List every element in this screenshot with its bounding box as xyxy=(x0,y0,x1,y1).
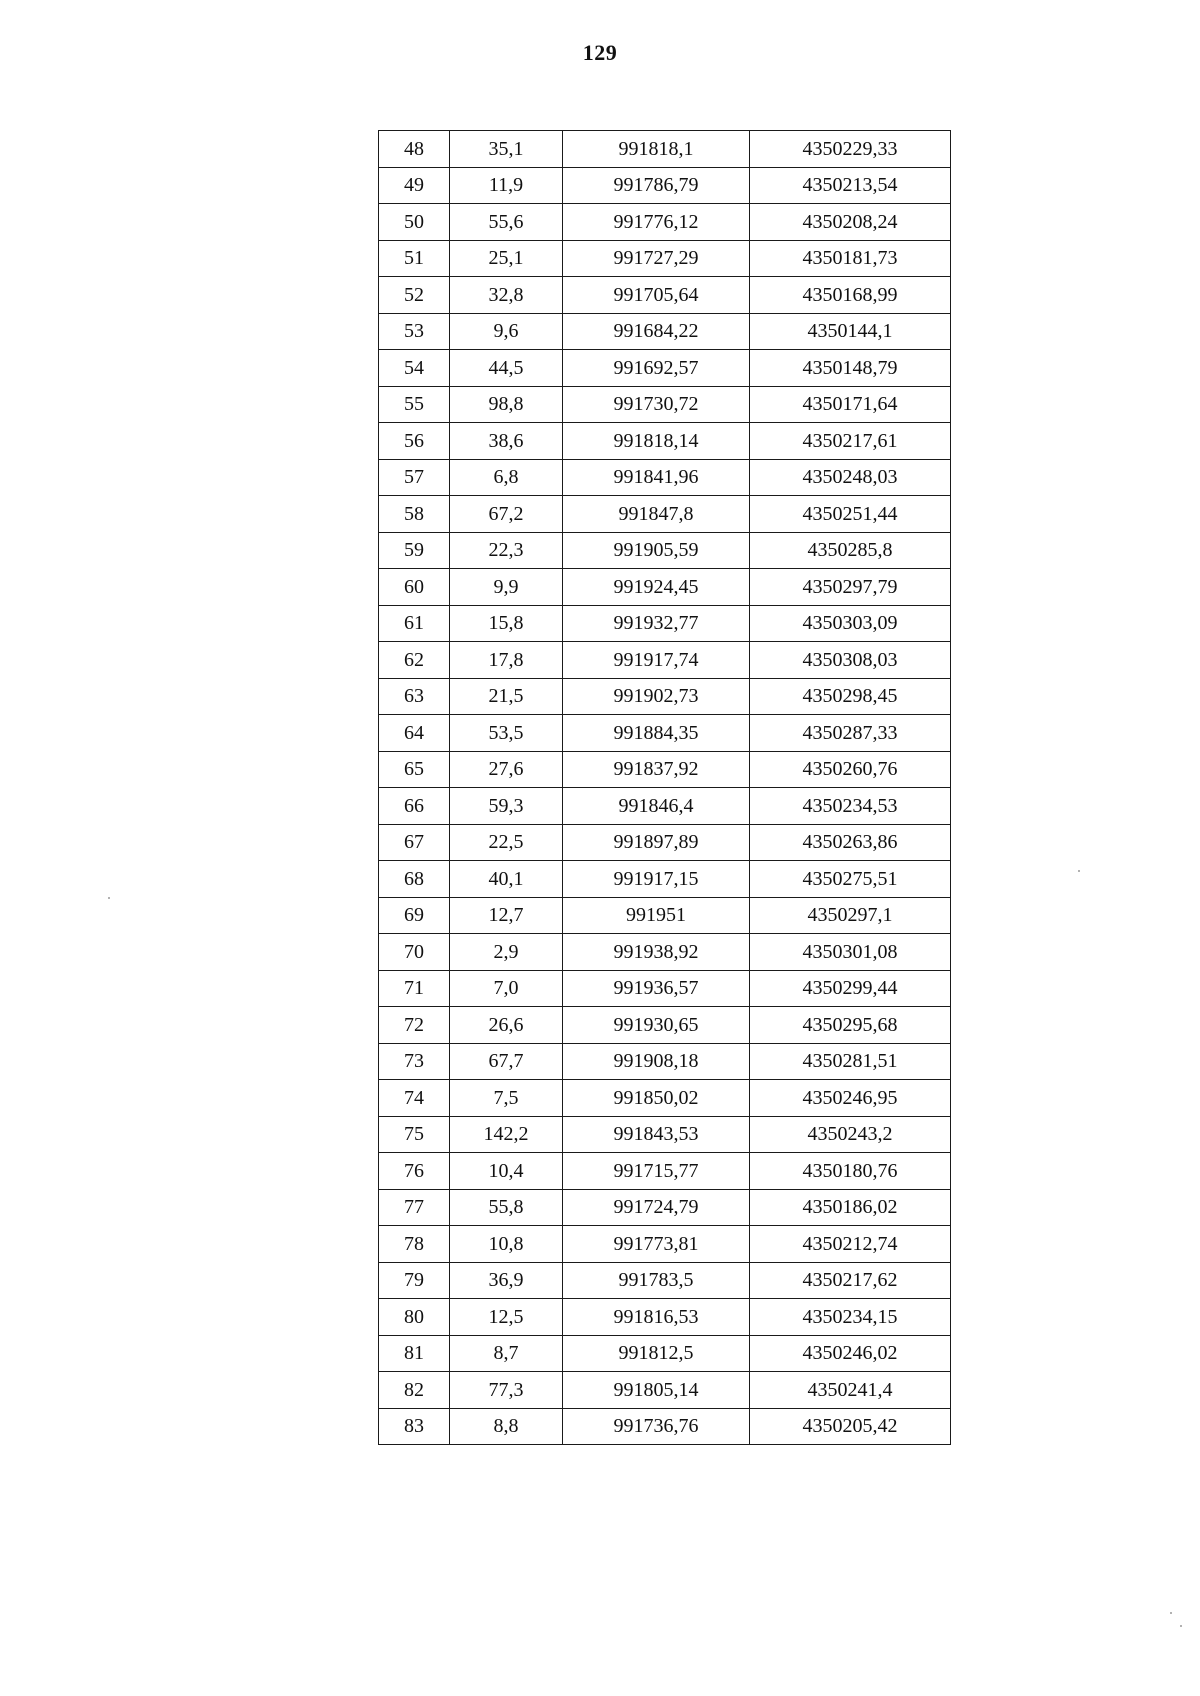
scan-speck xyxy=(1078,870,1080,872)
segment-length-cell: 53,5 xyxy=(450,715,563,752)
x-coordinate-cell: 991684,22 xyxy=(563,313,750,350)
x-coordinate-cell: 991837,92 xyxy=(563,751,750,788)
point-number-cell: 74 xyxy=(379,1080,450,1117)
table-row xyxy=(379,1408,951,1445)
segment-length-cell: 22,3 xyxy=(450,532,563,569)
y-coordinate-cell: 4350217,62 xyxy=(750,1262,951,1299)
table-row xyxy=(379,1007,951,1044)
x-coordinate-cell: 991724,79 xyxy=(563,1189,750,1226)
segment-length-cell: 44,5 xyxy=(450,350,563,387)
x-coordinate-cell: 991841,96 xyxy=(563,459,750,496)
x-coordinate-cell: 991783,5 xyxy=(563,1262,750,1299)
y-coordinate-cell: 4350217,61 xyxy=(750,423,951,460)
table-row xyxy=(379,1262,951,1299)
table-row xyxy=(379,715,951,752)
x-coordinate-cell: 991705,64 xyxy=(563,277,750,314)
point-number-cell: 78 xyxy=(379,1226,450,1263)
y-coordinate-cell: 4350297,1 xyxy=(750,897,951,934)
page-number: 129 xyxy=(582,40,618,65)
x-coordinate-cell: 991843,53 xyxy=(563,1116,750,1153)
x-coordinate-cell: 991932,77 xyxy=(563,605,750,642)
table-row xyxy=(379,131,951,168)
x-coordinate-cell: 991951 xyxy=(563,897,750,934)
segment-length-cell: 98,8 xyxy=(450,386,563,423)
coordinates-table-body xyxy=(379,131,951,1445)
y-coordinate-cell: 4350246,02 xyxy=(750,1335,951,1372)
point-number-cell: 76 xyxy=(379,1153,450,1190)
point-number-cell: 79 xyxy=(379,1262,450,1299)
y-coordinate-cell: 4350148,79 xyxy=(750,350,951,387)
point-number-cell: 55 xyxy=(379,386,450,423)
table-row xyxy=(379,204,951,241)
point-number-cell: 49 xyxy=(379,167,450,204)
x-coordinate-cell: 991692,57 xyxy=(563,350,750,387)
table-row xyxy=(379,569,951,606)
y-coordinate-cell: 4350168,99 xyxy=(750,277,951,314)
point-number-cell: 51 xyxy=(379,240,450,277)
table-row xyxy=(379,423,951,460)
segment-length-cell: 59,3 xyxy=(450,788,563,825)
point-number-cell: 57 xyxy=(379,459,450,496)
point-number-cell: 64 xyxy=(379,715,450,752)
y-coordinate-cell: 4350260,76 xyxy=(750,751,951,788)
table-row xyxy=(379,386,951,423)
y-coordinate-cell: 4350263,86 xyxy=(750,824,951,861)
point-number-cell: 63 xyxy=(379,678,450,715)
point-number-cell: 72 xyxy=(379,1007,450,1044)
table-row xyxy=(379,167,951,204)
point-number-cell: 65 xyxy=(379,751,450,788)
table-row xyxy=(379,1080,951,1117)
x-coordinate-cell: 991776,12 xyxy=(563,204,750,241)
y-coordinate-cell: 4350251,44 xyxy=(750,496,951,533)
segment-length-cell: 7,5 xyxy=(450,1080,563,1117)
x-coordinate-cell: 991930,65 xyxy=(563,1007,750,1044)
y-coordinate-cell: 4350299,44 xyxy=(750,970,951,1007)
segment-length-cell: 38,6 xyxy=(450,423,563,460)
segment-length-cell: 67,2 xyxy=(450,496,563,533)
point-number-cell: 70 xyxy=(379,934,450,971)
x-coordinate-cell: 991938,92 xyxy=(563,934,750,971)
x-coordinate-cell: 991884,35 xyxy=(563,715,750,752)
table-row xyxy=(379,532,951,569)
table-row xyxy=(379,1372,951,1409)
y-coordinate-cell: 4350212,74 xyxy=(750,1226,951,1263)
segment-length-cell: 9,6 xyxy=(450,313,563,350)
y-coordinate-cell: 4350229,33 xyxy=(750,131,951,168)
x-coordinate-cell: 991905,59 xyxy=(563,532,750,569)
point-number-cell: 52 xyxy=(379,277,450,314)
segment-length-cell: 12,7 xyxy=(450,897,563,934)
table-row xyxy=(379,824,951,861)
point-number-cell: 61 xyxy=(379,605,450,642)
x-coordinate-cell: 991818,14 xyxy=(563,423,750,460)
y-coordinate-cell: 4350248,03 xyxy=(750,459,951,496)
y-coordinate-cell: 4350181,73 xyxy=(750,240,951,277)
segment-length-cell: 67,7 xyxy=(450,1043,563,1080)
y-coordinate-cell: 4350295,68 xyxy=(750,1007,951,1044)
segment-length-cell: 12,5 xyxy=(450,1299,563,1336)
y-coordinate-cell: 4350301,08 xyxy=(750,934,951,971)
y-coordinate-cell: 4350308,03 xyxy=(750,642,951,679)
y-coordinate-cell: 4350208,24 xyxy=(750,204,951,241)
table-row xyxy=(379,1299,951,1336)
scan-speck xyxy=(1180,1625,1182,1627)
x-coordinate-cell: 991730,72 xyxy=(563,386,750,423)
segment-length-cell: 8,8 xyxy=(450,1408,563,1445)
segment-length-cell: 40,1 xyxy=(450,861,563,898)
y-coordinate-cell: 4350285,8 xyxy=(750,532,951,569)
y-coordinate-cell: 4350303,09 xyxy=(750,605,951,642)
point-number-cell: 48 xyxy=(379,131,450,168)
table-row xyxy=(379,1226,951,1263)
point-number-cell: 53 xyxy=(379,313,450,350)
segment-length-cell: 11,9 xyxy=(450,167,563,204)
x-coordinate-cell: 991924,45 xyxy=(563,569,750,606)
point-number-cell: 62 xyxy=(379,642,450,679)
x-coordinate-cell: 991812,5 xyxy=(563,1335,750,1372)
segment-length-cell: 142,2 xyxy=(450,1116,563,1153)
table-row xyxy=(379,1189,951,1226)
x-coordinate-cell: 991736,76 xyxy=(563,1408,750,1445)
x-coordinate-cell: 991897,89 xyxy=(563,824,750,861)
y-coordinate-cell: 4350186,02 xyxy=(750,1189,951,1226)
table-row xyxy=(379,861,951,898)
segment-length-cell: 25,1 xyxy=(450,240,563,277)
x-coordinate-cell: 991936,57 xyxy=(563,970,750,1007)
point-number-cell: 59 xyxy=(379,532,450,569)
table-row xyxy=(379,897,951,934)
point-number-cell: 73 xyxy=(379,1043,450,1080)
y-coordinate-cell: 4350246,95 xyxy=(750,1080,951,1117)
segment-length-cell: 10,8 xyxy=(450,1226,563,1263)
table-row xyxy=(379,459,951,496)
point-number-cell: 80 xyxy=(379,1299,450,1336)
x-coordinate-cell: 991773,81 xyxy=(563,1226,750,1263)
table-row xyxy=(379,240,951,277)
segment-length-cell: 27,6 xyxy=(450,751,563,788)
y-coordinate-cell: 4350298,45 xyxy=(750,678,951,715)
point-number-cell: 69 xyxy=(379,897,450,934)
point-number-cell: 68 xyxy=(379,861,450,898)
scan-speck xyxy=(108,897,110,899)
x-coordinate-cell: 991850,02 xyxy=(563,1080,750,1117)
table-row xyxy=(379,788,951,825)
segment-length-cell: 10,4 xyxy=(450,1153,563,1190)
segment-length-cell: 32,8 xyxy=(450,277,563,314)
segment-length-cell: 77,3 xyxy=(450,1372,563,1409)
point-number-cell: 50 xyxy=(379,204,450,241)
table-row xyxy=(379,970,951,1007)
segment-length-cell: 55,6 xyxy=(450,204,563,241)
table-row xyxy=(379,934,951,971)
y-coordinate-cell: 4350180,76 xyxy=(750,1153,951,1190)
x-coordinate-cell: 991917,74 xyxy=(563,642,750,679)
y-coordinate-cell: 4350241,4 xyxy=(750,1372,951,1409)
coordinates-table xyxy=(378,130,951,1445)
x-coordinate-cell: 991818,1 xyxy=(563,131,750,168)
x-coordinate-cell: 991917,15 xyxy=(563,861,750,898)
segment-length-cell: 35,1 xyxy=(450,131,563,168)
segment-length-cell: 21,5 xyxy=(450,678,563,715)
segment-length-cell: 22,5 xyxy=(450,824,563,861)
x-coordinate-cell: 991846,4 xyxy=(563,788,750,825)
point-number-cell: 75 xyxy=(379,1116,450,1153)
segment-length-cell: 15,8 xyxy=(450,605,563,642)
segment-length-cell: 55,8 xyxy=(450,1189,563,1226)
segment-length-cell: 2,9 xyxy=(450,934,563,971)
table-row xyxy=(379,1335,951,1372)
x-coordinate-cell: 991715,77 xyxy=(563,1153,750,1190)
table-row xyxy=(379,496,951,533)
x-coordinate-cell: 991786,79 xyxy=(563,167,750,204)
y-coordinate-cell: 4350287,33 xyxy=(750,715,951,752)
y-coordinate-cell: 4350243,2 xyxy=(750,1116,951,1153)
table-row xyxy=(379,1153,951,1190)
y-coordinate-cell: 4350144,1 xyxy=(750,313,951,350)
point-number-cell: 83 xyxy=(379,1408,450,1445)
table-row xyxy=(379,751,951,788)
x-coordinate-cell: 991847,8 xyxy=(563,496,750,533)
scan-speck xyxy=(1170,1612,1172,1614)
x-coordinate-cell: 991727,29 xyxy=(563,240,750,277)
table-row xyxy=(379,1116,951,1153)
y-coordinate-cell: 4350297,79 xyxy=(750,569,951,606)
y-coordinate-cell: 4350205,42 xyxy=(750,1408,951,1445)
table-row xyxy=(379,642,951,679)
point-number-cell: 56 xyxy=(379,423,450,460)
y-coordinate-cell: 4350234,53 xyxy=(750,788,951,825)
point-number-cell: 54 xyxy=(379,350,450,387)
point-number-cell: 81 xyxy=(379,1335,450,1372)
table-row xyxy=(379,313,951,350)
y-coordinate-cell: 4350275,51 xyxy=(750,861,951,898)
x-coordinate-cell: 991816,53 xyxy=(563,1299,750,1336)
table-row xyxy=(379,277,951,314)
point-number-cell: 66 xyxy=(379,788,450,825)
segment-length-cell: 36,9 xyxy=(450,1262,563,1299)
y-coordinate-cell: 4350234,15 xyxy=(750,1299,951,1336)
point-number-cell: 82 xyxy=(379,1372,450,1409)
point-number-cell: 77 xyxy=(379,1189,450,1226)
point-number-cell: 71 xyxy=(379,970,450,1007)
x-coordinate-cell: 991902,73 xyxy=(563,678,750,715)
table-row xyxy=(379,350,951,387)
x-coordinate-cell: 991908,18 xyxy=(563,1043,750,1080)
point-number-cell: 67 xyxy=(379,824,450,861)
y-coordinate-cell: 4350281,51 xyxy=(750,1043,951,1080)
y-coordinate-cell: 4350171,64 xyxy=(750,386,951,423)
point-number-cell: 58 xyxy=(379,496,450,533)
segment-length-cell: 8,7 xyxy=(450,1335,563,1372)
table-row xyxy=(379,605,951,642)
x-coordinate-cell: 991805,14 xyxy=(563,1372,750,1409)
segment-length-cell: 26,6 xyxy=(450,1007,563,1044)
segment-length-cell: 6,8 xyxy=(450,459,563,496)
table-row xyxy=(379,678,951,715)
table-row xyxy=(379,1043,951,1080)
y-coordinate-cell: 4350213,54 xyxy=(750,167,951,204)
segment-length-cell: 9,9 xyxy=(450,569,563,606)
segment-length-cell: 17,8 xyxy=(450,642,563,679)
segment-length-cell: 7,0 xyxy=(450,970,563,1007)
point-number-cell: 60 xyxy=(379,569,450,606)
